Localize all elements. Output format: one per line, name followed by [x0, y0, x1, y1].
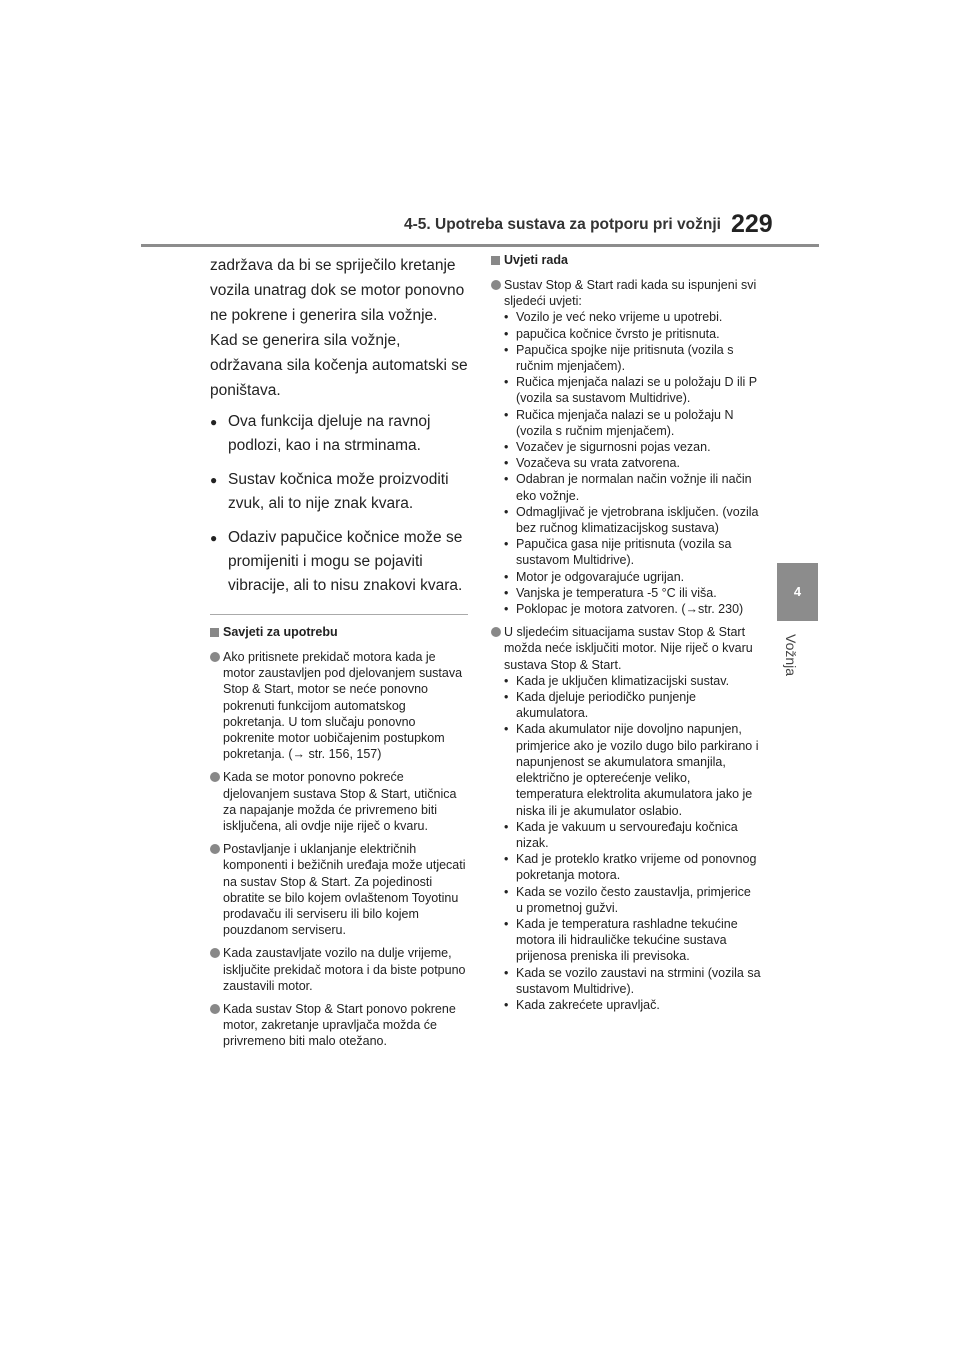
bullet-item: ● Ova funkcija djeluje na ravnoj podlozi, kao i na strminama.	[210, 410, 468, 458]
page-number: 229	[731, 210, 773, 238]
sub-item: • Kad je proteklo kratko vrijeme od ponovnog pokretanja motora.	[504, 851, 761, 883]
sub-item: • Vozačev je sigurnosni pojas vezan.	[504, 439, 761, 455]
situation-sublist	[504, 673, 761, 1013]
header-rule	[141, 244, 819, 247]
sub-item: • Kada je vakuum u servouređaju kočnica nizak.	[504, 819, 761, 851]
note-item: Kada sustav Stop & Start ponovo pokrene motor, zakretanje upravljača možda će privremeno biti malo otežano.	[210, 1001, 468, 1050]
sub-item: • Kada se vozilo zaustavi na strmini (vozila sa sustavom Multidrive).	[504, 965, 761, 997]
sub-item: • Kada akumulator nije dovoljno napunjen, primjerice ako je vozilo dugo bilo parkirano i napunjenost se akumulatora smanjila, električno je opterećenje veliko, temperatura elektrolita akumulatora jako je niska ili je akumulator oslabio.	[504, 721, 761, 818]
note-text: U sljedećim situacijama sustav Stop & Start možda neće isključiti motor. Nije riječ o kvaru sustava Stop & Start.	[504, 625, 753, 672]
bullet-item: ● Odaziv papučice kočnice može se promijeniti i mogu se pojaviti vibracije, ali to nisu znakovi kvara.	[210, 526, 468, 598]
right-column	[491, 253, 761, 1020]
note-item	[491, 277, 761, 617]
sub-item: • Odabran je normalan način vožnje ili način eko vožnje.	[504, 471, 761, 503]
condition-sublist	[504, 309, 761, 617]
note-item: Kada se motor ponovno pokreće djelovanjem sustava Stop & Start, utičnica za napajanje možda će privremeno biti isključena, ali ovdje nije riječ o kvaru.	[210, 769, 468, 834]
chapter-tab[interactable]: 4	[777, 563, 818, 621]
sub-item: • Papučica spojke nije pritisnuta (vozila s ručnim mjenjačem).	[504, 342, 761, 374]
sub-item: • Odmagljivač je vjetrobrana isključen. (vozila bez ručnog klimatizacijskog sustava)	[504, 504, 761, 536]
sub-item: • Kada je uključen klimatizacijski sustav.	[504, 673, 761, 689]
section-title-tips: Savjeti za upotrebu	[210, 625, 468, 639]
sub-item: • Vanjska je temperatura -5 °C ili viša.	[504, 585, 761, 601]
sub-item: • Ručica mjenjača nalazi se u položaju N (vozila s ručnim mjenjačem).	[504, 407, 761, 439]
chapter-tab-label: Vožnja	[783, 634, 799, 677]
page-header	[0, 0, 960, 250]
sub-item: • Vozilo je već neko vrijeme u upotrebi.	[504, 309, 761, 325]
note-item: Kada zaustavljate vozilo na dulje vrijeme, isključite prekidač motora i da biste potpuno zaustavili motor.	[210, 945, 468, 994]
note-text: Sustav Stop & Start radi kada su ispunjeni svi sljedeći uvjeti:	[504, 278, 757, 309]
sub-item: • Papučica gasa nije pritisnuta (vozila sa sustavom Multidrive).	[504, 536, 761, 568]
intro-paragraph: zadržava da bi se spriječilo kretanje vozila unatrag dok se motor ponovno ne pokrene i generira sila vožnje. Kad se generira sila vožnje, održavana sila kočenja automatski se poništava.	[210, 257, 468, 399]
section-title-conditions: Uvjeti rada	[491, 253, 761, 267]
sub-item: • Kada je temperatura rashladne tekućine motora ili hidrauličke tekućine sustava prijenosa preniska ili previsoka.	[504, 916, 761, 965]
sub-item: • Vozačeva su vrata zatvorena.	[504, 455, 761, 471]
chapter-title: 4-5. Upotreba sustava za potporu pri vožnji	[404, 216, 721, 233]
sub-item: • Kada zakrećete upravljač.	[504, 997, 761, 1013]
note-item: Ako pritisnete prekidač motora kada je motor zaustavljen pod djelovanjem sustava Stop & Start, motor se neće ponovno pokrenuti funkcijom automatskog pokretanja. U tom slučaju ponovno pokrenite motor uobičajenim postupkom pokretanja. (→ str. 156, 157)	[210, 649, 468, 762]
section-divider	[210, 614, 468, 615]
sub-item: • Ručica mjenjača nalazi se u položaju D ili P (vozila sa sustavom Multidrive).	[504, 374, 761, 406]
bullet-list	[210, 410, 468, 598]
left-column	[210, 253, 468, 1057]
sub-item: • papučica kočnice čvrsto je pritisnuta.	[504, 326, 761, 342]
sub-item: • Kada djeluje periodičko punjenje akumulatora.	[504, 689, 761, 721]
conditions-list	[491, 277, 761, 1013]
note-item	[491, 624, 761, 1013]
note-item: Postavljanje i uklanjanje električnih komponenti i bežičnih uređaja može utjecati na sustav Stop & Start. Za pojedinosti obratite se bilo kojem ovlaštenom Toyotinu prodavaču ili serviseru ili bilo kojem pouzdanom serviseru.	[210, 841, 468, 938]
sub-item: • Kada se vozilo često zaustavlja, primjerice u prometnoj gužvi.	[504, 884, 761, 916]
sub-item: • Motor je odgovarajuće ugrijan.	[504, 569, 761, 585]
bullet-item: ● Sustav kočnica može proizvoditi zvuk, ali to nije znak kvara.	[210, 468, 468, 516]
sub-item: • Poklopac je motora zatvoren. (→str. 230)	[504, 601, 761, 617]
tips-list	[210, 649, 468, 1050]
